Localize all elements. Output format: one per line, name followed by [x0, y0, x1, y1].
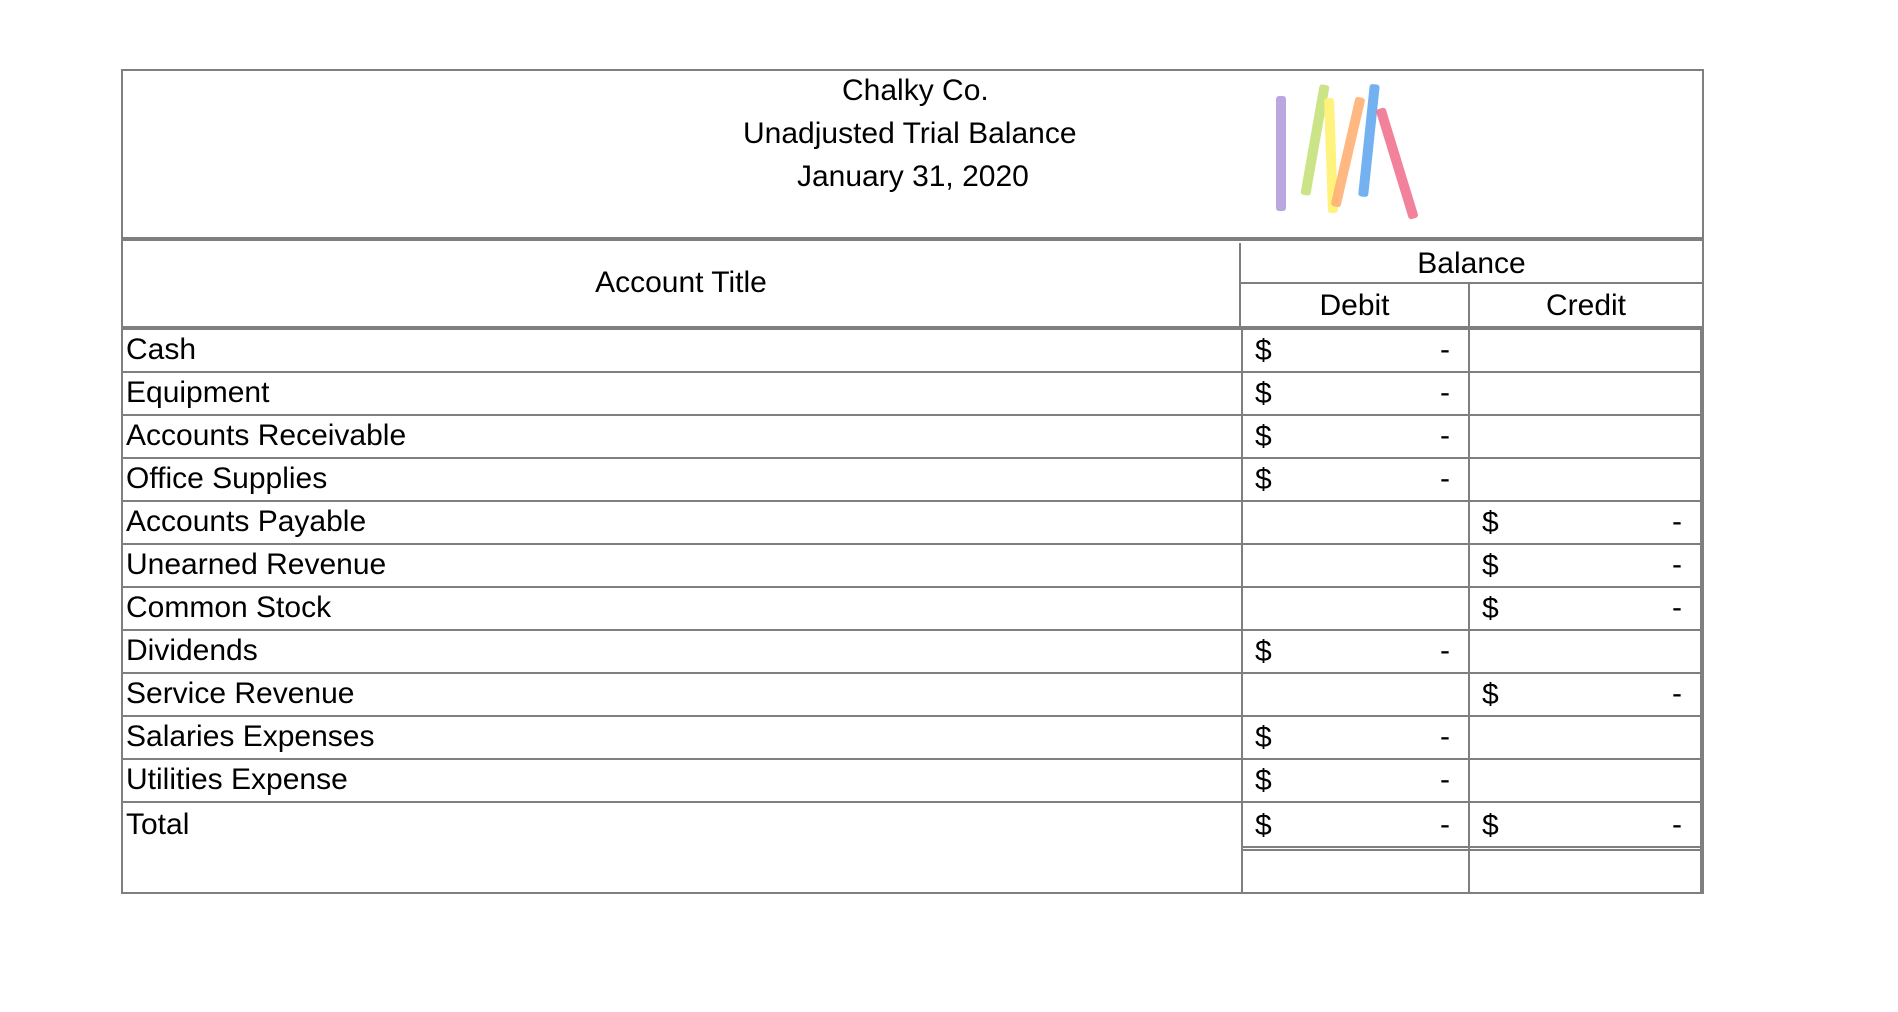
- company-name: Chalky Co.: [842, 74, 989, 107]
- debit-currency: $: [1255, 635, 1272, 668]
- table-row: [123, 459, 1702, 502]
- debit-amount: -: [1440, 763, 1450, 796]
- credit-cell: [1470, 588, 1702, 629]
- debit-currency: $: [1255, 334, 1272, 367]
- total-credit-cell: [1470, 803, 1702, 893]
- account-name: Salaries Expenses: [126, 720, 375, 753]
- credit-currency: $: [1482, 506, 1499, 539]
- total-label: Total: [126, 808, 190, 841]
- account-name: Accounts Payable: [126, 505, 367, 538]
- debit-currency: $: [1255, 377, 1272, 410]
- credit-currency: $: [1482, 678, 1499, 711]
- debit-cell: [1241, 631, 1470, 672]
- debit-cell: [1241, 588, 1470, 629]
- double-underline: [1243, 846, 1468, 851]
- account-name: Cash: [126, 333, 197, 366]
- total-debit-amount: -: [1440, 808, 1450, 841]
- credit-currency: $: [1482, 549, 1499, 582]
- credit-cell: [1470, 717, 1702, 758]
- account-name: Equipment: [126, 376, 270, 409]
- debit-cell: [1241, 416, 1470, 457]
- account-name: Common Stock: [126, 591, 332, 624]
- chalk-purple: [1276, 96, 1286, 211]
- credit-currency: $: [1482, 592, 1499, 625]
- table-row: [123, 760, 1702, 803]
- debit-cell: [1241, 502, 1470, 543]
- chalk-pink: [1376, 107, 1419, 220]
- table-row: [123, 545, 1702, 588]
- debit-amount: -: [1440, 720, 1450, 753]
- debit-currency: $: [1255, 721, 1272, 754]
- table-row: [123, 330, 1702, 373]
- credit-amount: -: [1672, 505, 1682, 538]
- table-row: [123, 631, 1702, 674]
- table-row: [123, 502, 1702, 545]
- debit-currency: $: [1255, 420, 1272, 453]
- account-name: Accounts Receivable: [126, 419, 407, 452]
- account-title-header: Account Title: [123, 243, 1241, 326]
- account-rows: [123, 330, 1702, 893]
- balance-header: Balance: [1241, 243, 1702, 284]
- credit-amount: -: [1672, 548, 1682, 581]
- report-header: [123, 71, 1702, 241]
- debit-cell: [1241, 717, 1470, 758]
- table-row: [123, 373, 1702, 416]
- credit-cell: [1470, 545, 1702, 586]
- debit-amount: -: [1440, 634, 1450, 667]
- debit-currency: $: [1255, 463, 1272, 496]
- credit-cell: [1470, 373, 1702, 414]
- credit-cell: [1470, 459, 1702, 500]
- credit-cell: [1470, 330, 1702, 371]
- debit-amount: -: [1440, 462, 1450, 495]
- chalk-sticks-icon: [1268, 76, 1458, 221]
- total-credit-currency: $: [1482, 809, 1499, 842]
- credit-cell: [1470, 760, 1702, 801]
- total-debit-currency: $: [1255, 809, 1272, 842]
- debit-cell: [1241, 545, 1470, 586]
- account-name: Dividends: [126, 634, 258, 667]
- debit-cell: [1241, 373, 1470, 414]
- debit-amount: -: [1440, 419, 1450, 452]
- account-name: Utilities Expense: [126, 763, 348, 796]
- report-title: Unadjusted Trial Balance: [743, 117, 1077, 150]
- trial-balance-sheet: [121, 69, 1704, 894]
- total-credit-amount: -: [1672, 808, 1682, 841]
- debit-cell: [1241, 459, 1470, 500]
- credit-amount: -: [1672, 677, 1682, 710]
- account-name: Unearned Revenue: [126, 548, 387, 581]
- debit-header: Debit: [1241, 284, 1470, 326]
- double-underline: [1470, 846, 1700, 851]
- credit-cell: [1470, 416, 1702, 457]
- credit-cell: [1470, 674, 1702, 715]
- credit-cell: [1470, 502, 1702, 543]
- credit-header: Credit: [1545, 289, 1627, 322]
- credit-amount: -: [1672, 591, 1682, 624]
- debit-cell: [1241, 330, 1470, 371]
- total-debit-cell: [1241, 803, 1470, 893]
- table-row: [123, 588, 1702, 631]
- table-row: [123, 717, 1702, 760]
- debit-cell: [1241, 760, 1470, 801]
- table-row: [123, 674, 1702, 717]
- total-row: [123, 803, 1702, 893]
- table-row: [123, 416, 1702, 459]
- account-name: Service Revenue: [126, 677, 355, 710]
- debit-amount: -: [1440, 333, 1450, 366]
- debit-currency: $: [1255, 764, 1272, 797]
- debit-amount: -: [1440, 376, 1450, 409]
- report-date: January 31, 2020: [797, 160, 1029, 193]
- account-name: Office Supplies: [126, 462, 328, 495]
- column-headers: [123, 243, 1702, 330]
- debit-cell: [1241, 674, 1470, 715]
- credit-cell: [1470, 631, 1702, 672]
